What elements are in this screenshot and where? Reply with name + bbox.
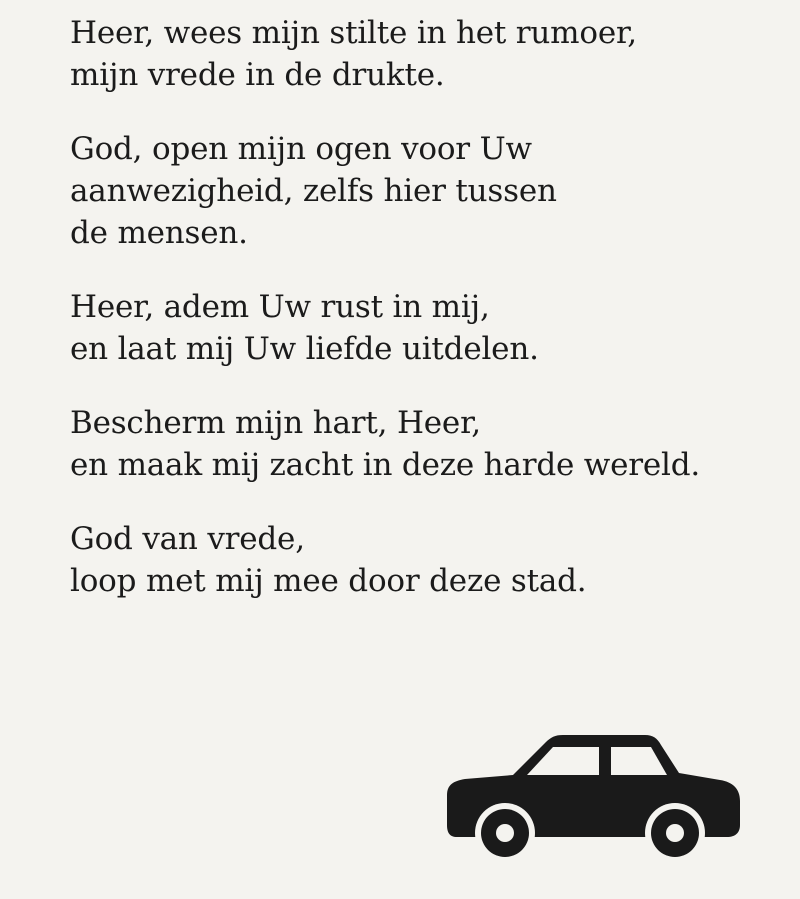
poem-line: God van vrede,: [70, 521, 305, 557]
poem-line: de mensen.: [70, 215, 248, 251]
poem-line: en maak mij zacht in deze harde wereld.: [70, 447, 701, 483]
poem-line: Heer, wees mijn stilte in het rumoer,: [70, 15, 637, 51]
poem-line: en laat mij Uw liefde uitdelen.: [70, 331, 539, 367]
poem-line: loop met mij mee door deze stad.: [70, 563, 587, 599]
stanza-4: [70, 402, 790, 486]
poem-line: mijn vrede in de drukte.: [70, 57, 445, 93]
stanza-5: [70, 518, 790, 602]
stanza-2: [70, 128, 790, 254]
poem-line: God, open mijn ogen voor Uw: [70, 131, 532, 167]
prayer-text: [70, 12, 790, 634]
poem-line: Bescherm mijn hart, Heer,: [70, 405, 481, 441]
poem-line: Heer, adem Uw rust in mij,: [70, 289, 490, 325]
poem-line: aanwezigheid, zelfs hier tussen: [70, 173, 557, 209]
car-icon: [435, 725, 745, 865]
stanza-1: [70, 12, 790, 96]
stanza-3: [70, 286, 790, 370]
